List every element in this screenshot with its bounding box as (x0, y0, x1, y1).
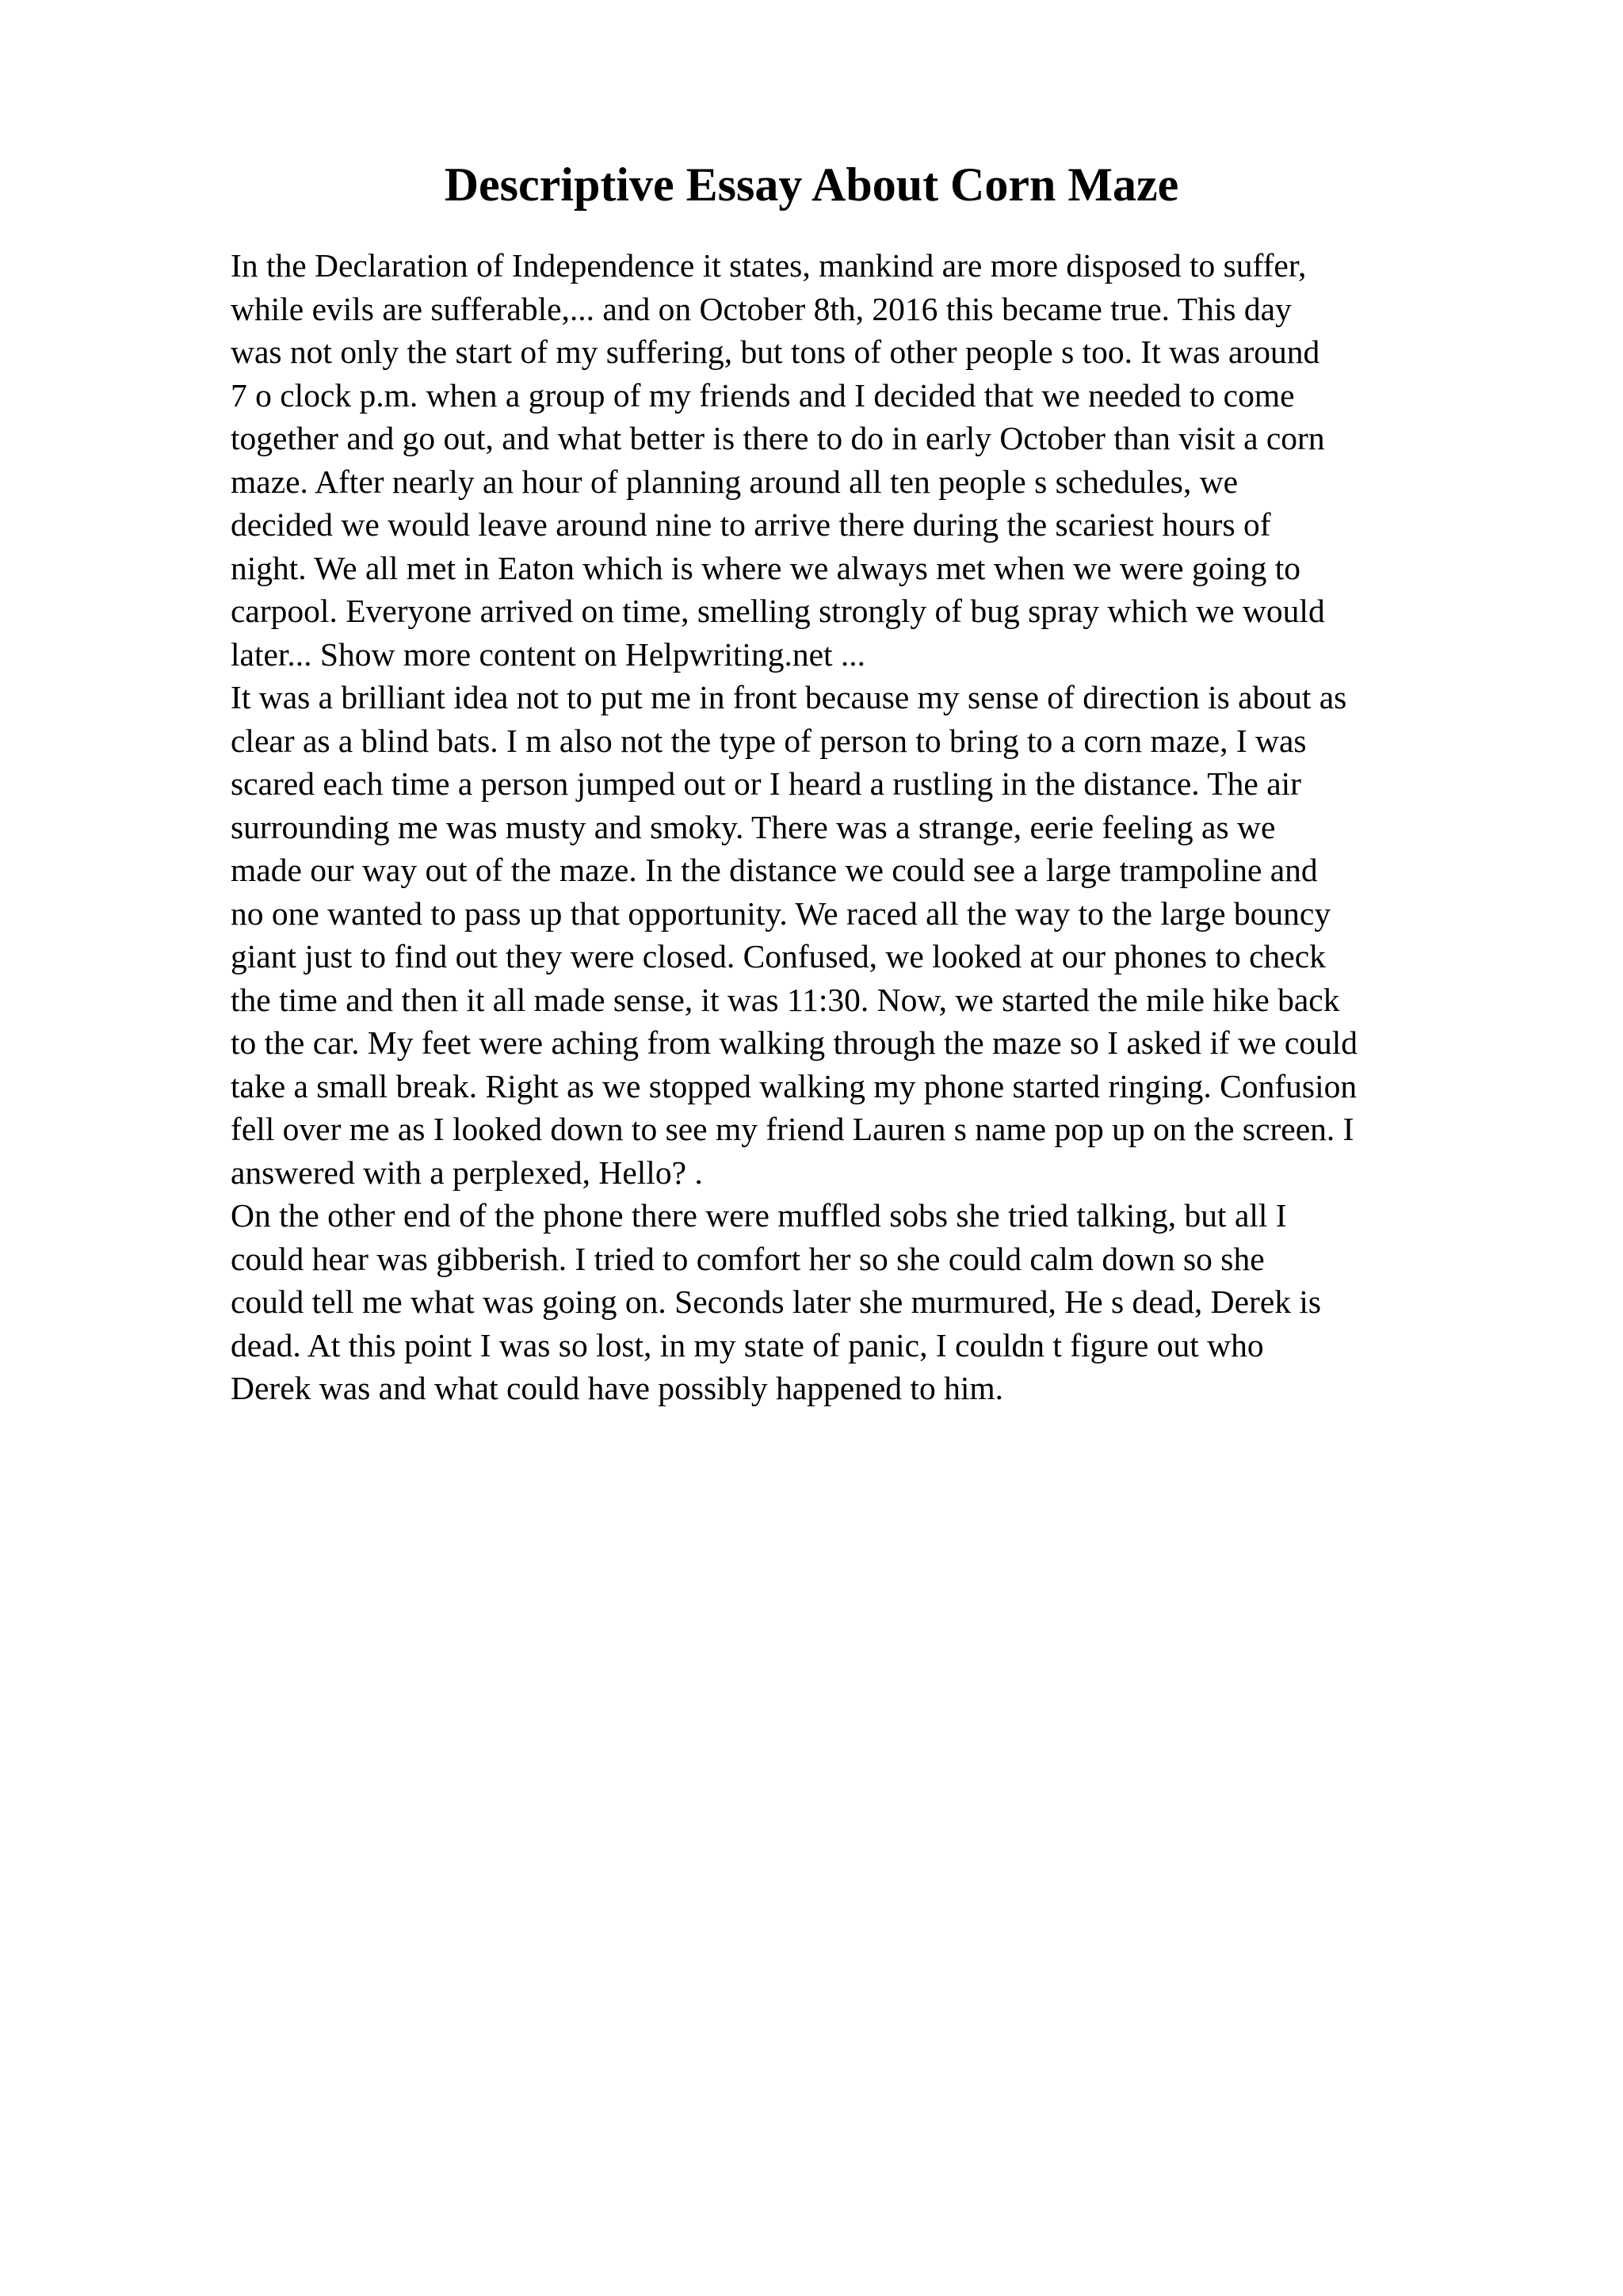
essay-line: surrounding me was musty and smoky. There was a strange, eerie feeling as we (231, 808, 1276, 845)
essay-line: while evils are sufferable,... and on October 8th, 2016 this became true. This day (231, 290, 1292, 327)
essay-line: scared each time a person jumped out or I heard a rustling in the distance. The air (231, 765, 1301, 802)
essay-line: carpool. Everyone arrived on time, smelling strongly of bug spray which we would (231, 593, 1325, 629)
essay-line: night. We all met in Eaton which is where we always met when we were going to (231, 549, 1301, 586)
essay-line: later... Show more content on Helpwriting.net ... (231, 635, 866, 673)
essay-body (231, 244, 1514, 1410)
essay-line: maze. After nearly an hour of planning around all ten people s schedules, we (231, 463, 1239, 500)
essay-line: could hear was gibberish. I tried to comfort her so she could calm down so she (231, 1240, 1265, 1277)
essay-line: decided we would leave around nine to arrive there during the scariest hours of (231, 506, 1271, 543)
essay-line: In the Declaration of Independence it states, mankind are more disposed to suffer, (231, 247, 1307, 284)
document-title: Descriptive Essay About Corn Maze (444, 158, 1179, 211)
essay-line: could tell me what was going on. Seconds later she murmured, He s dead, Derek is (231, 1283, 1322, 1320)
essay-line: Derek was and what could have possibly happened to him. (231, 1370, 1004, 1406)
essay-line: the time and then it all made sense, it was 11:30. Now, we started the mile hike back (231, 981, 1340, 1018)
essay-line: dead. At this point I was so lost, in my state of panic, I couldn t figure out who (231, 1326, 1264, 1363)
essay-line: giant just to find out they were closed. Confused, we looked at our phones to check (231, 938, 1326, 974)
essay-line: clear as a blind bats. I m also not the type of person to bring to a corn maze, I was (231, 722, 1307, 759)
essay-line: to the car. My feet were aching from walking through the maze so I asked if we could (231, 1024, 1358, 1061)
essay-line: 7 o clock p.m. when a group of my friends and I decided that we needed to come (231, 376, 1295, 414)
essay-line: together and go out, and what better is there to do in early October than visit a corn (231, 420, 1325, 456)
essay-line: answered with a perplexed, Hello? . (231, 1154, 703, 1191)
essay-line: It was a brilliant idea not to put me in front because my sense of direction is about as (231, 679, 1347, 715)
essay-line: On the other end of the phone there were muffled sobs she tried talking, but all I (231, 1197, 1287, 1234)
essay-line: was not only the start of my suffering, but tons of other people s too. It was around (231, 334, 1320, 370)
essay-line: no one wanted to pass up that opportunity. We raced all the way to the large bouncy (231, 894, 1331, 932)
essay-line: made our way out of the maze. In the distance we could see a large trampoline and (231, 852, 1318, 888)
essay-line: take a small break. Right as we stopped walking my phone started ringing. Confusion (231, 1067, 1358, 1104)
essay-line: fell over me as I looked down to see my friend Lauren s name pop up on the screen. I (231, 1111, 1354, 1147)
